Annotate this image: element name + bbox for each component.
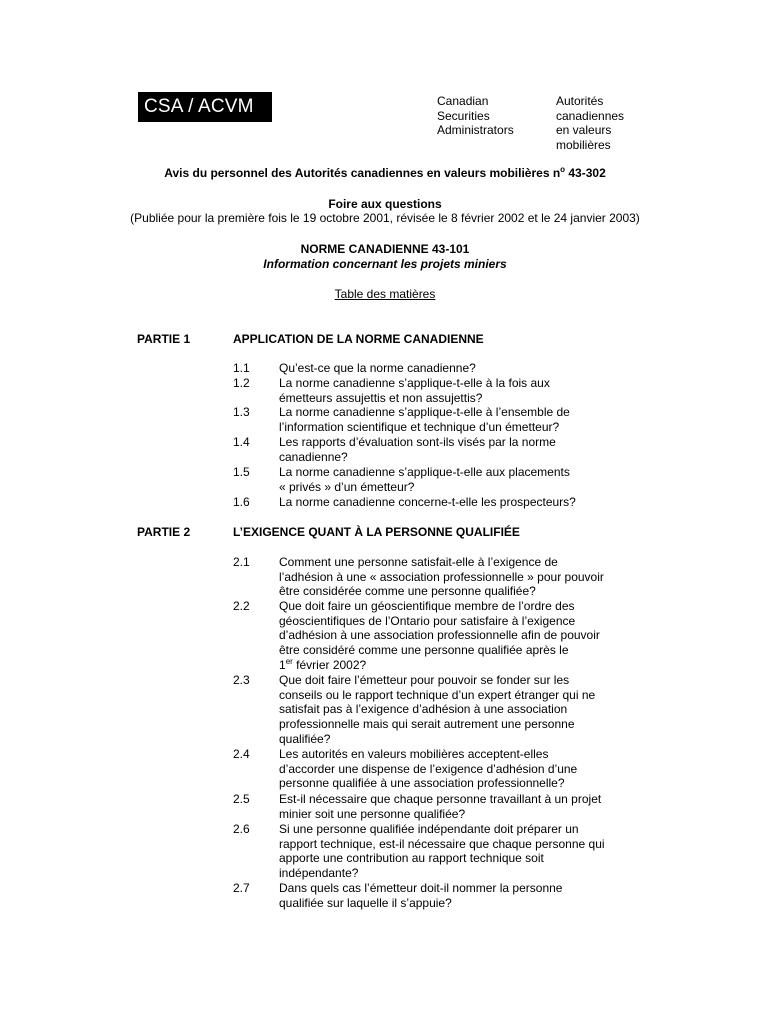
csa-acvm-logo: CSA / ACVM bbox=[138, 92, 272, 122]
part-1-title: APPLICATION DE LA NORME CANADIENNE bbox=[233, 332, 484, 346]
org-en-line: Securities bbox=[437, 108, 490, 123]
item-line: d’accorder une dispense de l’exigence d’adhésion d’une bbox=[279, 761, 578, 776]
norme-title: NORME CANADIENNE 43-101 bbox=[300, 242, 470, 256]
item-line: l’information scientifique et technique d’un émetteur? bbox=[279, 419, 560, 434]
notice-title-sup: o bbox=[560, 165, 566, 174]
item-line: Dans quels cas l’émetteur doit-il nommer la personne bbox=[279, 881, 563, 895]
org-en-line: Canadian bbox=[437, 94, 489, 108]
org-fr-line: mobilières bbox=[556, 137, 611, 152]
date-day: 1 bbox=[279, 657, 286, 672]
item-line: l’adhésion à une « association professionnelle » pour pouvoir bbox=[279, 569, 604, 584]
part-2-title: L’EXIGENCE QUANT À LA PERSONNE QUALIFIÉE bbox=[233, 525, 520, 539]
notice-title-text: Avis du personnel des Autorités canadiennes en valeurs mobilières n bbox=[164, 166, 561, 180]
part-1-label: PARTIE 1 bbox=[137, 332, 191, 346]
item-line: personne qualifiée à une association professionnelle? bbox=[279, 776, 565, 791]
item-number: 1.3 bbox=[233, 405, 250, 419]
date-sup: er bbox=[285, 656, 293, 666]
org-fr-line: en valeurs bbox=[556, 123, 612, 137]
item-line: Que doit faire l’émetteur pour pouvoir se fonder sur les bbox=[279, 673, 570, 687]
item-number: 2.7 bbox=[233, 881, 250, 895]
part-2-label: PARTIE 2 bbox=[137, 525, 191, 539]
org-en-line: Administrators bbox=[437, 123, 514, 137]
item-number: 2.2 bbox=[233, 599, 250, 613]
item-line: La norme canadienne s’applique-t-elle aux placements bbox=[279, 465, 570, 479]
item-number: 2.4 bbox=[233, 747, 250, 761]
item-line: rapport technique, est-il nécessaire que chaque personne qui bbox=[279, 836, 605, 851]
item-line: minier soit une personne qualifiée? bbox=[279, 806, 466, 821]
item-line: qualifiée? bbox=[279, 731, 331, 746]
item-line: être considérée comme une personne qualifiée? bbox=[279, 584, 536, 599]
item-line: être considéré comme une personne qualifiée après le bbox=[279, 643, 569, 658]
item-number: 1.2 bbox=[233, 376, 250, 390]
item-line: émetteurs assujettis et non assujettis? bbox=[279, 390, 483, 405]
item-line: satisfait pas à l’exigence d’adhésion à une association bbox=[279, 702, 568, 717]
item-line: Est-il nécessaire que chaque personne travaillant à un projet bbox=[279, 792, 602, 806]
item-line: Que doit faire un géoscientifique membre de l’ordre des bbox=[279, 599, 575, 613]
toc-link: Table des matières bbox=[334, 287, 436, 301]
org-fr-line: canadiennes bbox=[556, 108, 625, 123]
item-line: Comment une personne satisfait-elle à l’exigence de bbox=[279, 555, 558, 569]
item-number: 1.4 bbox=[233, 435, 250, 449]
org-name-english bbox=[437, 94, 514, 138]
item-number: 1.6 bbox=[233, 495, 250, 509]
item-line: La norme canadienne concerne-t-elle les prospecteurs? bbox=[279, 495, 576, 509]
publication-dates: (Publiée pour la première fois le 19 octobre 2001, révisée le 8 février 2002 et le 24 janvier 2003) bbox=[130, 211, 640, 225]
item-line: Les autorités en valeurs mobilières acceptent-elles bbox=[279, 747, 549, 761]
item-line: La norme canadienne s’applique-t-elle à la fois aux bbox=[279, 376, 550, 390]
item-line-date bbox=[279, 658, 600, 673]
item-line: Qu’est-ce que la norme canadienne? bbox=[279, 361, 476, 375]
item-number: 2.5 bbox=[233, 792, 250, 806]
item-line: qualifiée sur laquelle il s’appuie? bbox=[279, 895, 452, 910]
org-fr-line: Autorités bbox=[556, 94, 604, 108]
item-line: professionnelle mais qui serait autrement une personne bbox=[279, 717, 575, 732]
item-line: Les rapports d’évaluation sont-ils visés par la norme bbox=[279, 435, 556, 449]
item-line: géoscientifiques de l’Ontario pour satisfaire à l’exigence bbox=[279, 613, 576, 628]
item-number: 2.6 bbox=[233, 822, 250, 836]
item-line: canadienne? bbox=[279, 449, 348, 464]
item-line: Si une personne qualifiée indépendante doit préparer un bbox=[279, 822, 579, 836]
table-of-contents-heading bbox=[0, 287, 770, 301]
org-name-french bbox=[556, 94, 624, 152]
item-number: 2.1 bbox=[233, 555, 250, 569]
item-number: 2.3 bbox=[233, 673, 250, 687]
norme-subtitle: Information concernant les projets miniers bbox=[263, 257, 507, 271]
item-line: d’adhésion à une association professionnelle afin de pouvoir bbox=[279, 628, 600, 643]
item-line: La norme canadienne s’applique-t-elle à l’ensemble de bbox=[279, 405, 570, 419]
notice-title-number: 43-302 bbox=[565, 166, 606, 180]
date-rest: février 2002? bbox=[292, 657, 367, 672]
item-line: « privés » d’un émetteur? bbox=[279, 479, 415, 494]
faq-subtitle: Foire aux questions bbox=[328, 197, 442, 211]
item-line: apporte une contribution au rapport technique soit bbox=[279, 851, 544, 866]
notice-title bbox=[0, 166, 770, 180]
item-line: conseils ou le rapport technique d’un expert étranger qui ne bbox=[279, 687, 596, 702]
item-number: 1.5 bbox=[233, 465, 250, 479]
item-number: 1.1 bbox=[233, 361, 250, 375]
item-line: indépendante? bbox=[279, 866, 359, 881]
